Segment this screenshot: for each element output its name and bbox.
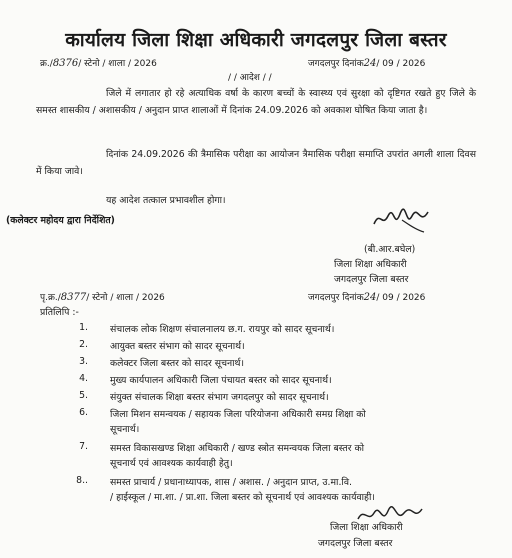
order-paragraph-3: यह आदेश तत्काल प्रभावशील होगा।	[106, 195, 226, 206]
list-item-number: 7.	[79, 441, 88, 452]
list-item: कलेक्टर जिला बस्तर को सादर सूचनार्थ।	[110, 358, 245, 369]
signatory-designation: जिला शिक्षा अधिकारी	[334, 259, 407, 270]
list-item-number: 4.	[79, 373, 88, 384]
directed-by-collector: (कलेक्टर महोदय द्वारा निर्देशित)	[6, 215, 115, 226]
order-reference: क्र./8376/ स्टेनो / शाला / 2026	[40, 58, 157, 69]
list-item: संचालक लोक शिक्षण संचालनालय छ.ग. रायपुर को सादर सूचनार्थ।	[110, 324, 335, 335]
endorsement-number: 8377	[60, 292, 87, 303]
endorsement-reference: पृ.क्र./8377/ स्टेनो / शाला / 2026	[40, 292, 165, 303]
list-item-number: 8..	[76, 475, 88, 486]
list-item-number: 5.	[79, 390, 88, 401]
order-number: 8376	[52, 58, 79, 69]
signatory-place-2: जगदलपुर जिला बस्तर	[318, 538, 393, 549]
order-paragraph-1: जिले में लगातार हो रहे अत्याधिक वर्षा के कारण बच्चों के स्वास्थ्य एवं सुरक्षा को दृष्टिगत रखते हुए जिले के समस्त शासकीय / अशासकीय / अनुदान प्राप्त शालाओं में दिनांक 24.09.2026 को अवकाश घोषित किया जाता है।	[36, 88, 476, 116]
order-date: जगदलपुर दिनांक24/ 09 / 2026	[308, 58, 426, 69]
list-item: आयुक्त बस्तर संभाग को सादर सूचनार्थ।	[110, 341, 245, 352]
signatory-designation-2: जिला शिक्षा अधिकारी	[330, 522, 403, 533]
list-item: समस्त विकासखण्ड शिक्षा अधिकारी / खण्ड स्त्रोत समन्वयक जिला बस्तर को	[110, 443, 365, 454]
list-item-continuation: / हाईस्कूल / मा.शा. / प्रा.शा. जिला बस्तर को सूचनार्थ एवं आवश्यक कार्यवाही।	[110, 492, 375, 503]
endorsement-date: जगदलपुर दिनांक24/ 09 / 2026	[308, 292, 426, 303]
list-item-continuation: सूचनार्थ।	[110, 424, 140, 435]
order-heading: / / आदेश / /	[228, 73, 272, 83]
list-item-number: 2.	[79, 339, 88, 350]
list-item-continuation: सूचनार्थ एवं आवश्यक कार्यवाही हेतु।	[110, 458, 233, 469]
list-item-number: 3.	[79, 356, 88, 367]
office-title: कार्यालय जिला शिक्षा अधिकारी जगदलपुर जिला बस्तर	[65, 29, 447, 51]
list-item: जिला मिशन समन्वयक / सहायक जिला परियोजना अधिकारी समग्र शिक्षा को	[110, 409, 366, 420]
signatory-place: जगदलपुर जिला बस्तर	[334, 274, 409, 285]
list-item: समस्त प्राचार्य / प्रधानाध्यापक, शास / अशास. / अनुदान प्राप्त, उ.मा.वि.	[110, 477, 352, 488]
list-item: संयुक्त संचालक शिक्षा बस्तर संभाग जगदलपुर को सादर सूचनार्थ।	[110, 392, 329, 403]
signature-image	[372, 206, 432, 236]
order-paragraph-2: दिनांक 24.09.2026 की त्रैमासिक परीक्षा का आयोजन त्रैमासिक परीक्षा समाप्ति उपरांत अगली शाला दिवस में किया जावे।	[36, 149, 476, 177]
list-item-number: 1.	[79, 322, 88, 333]
list-item-number: 6.	[79, 407, 88, 418]
signatory-name: (बी.आर.बघेल)	[364, 244, 416, 255]
list-item: मुख्य कार्यपालन अधिकारी जिला पंचायत बस्तर को सादर सूचनार्थ।	[110, 375, 332, 386]
copy-to-label: प्रतिलिपि :-	[40, 307, 79, 318]
